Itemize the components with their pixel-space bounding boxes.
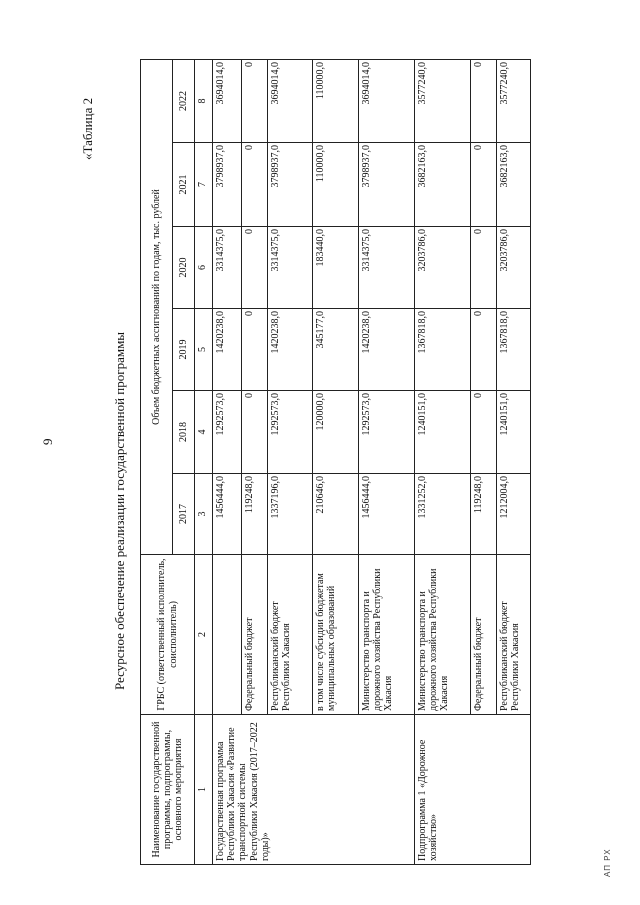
value-cell: 1337196,0 (268, 474, 313, 555)
column-index: 2 (195, 555, 213, 715)
value-cell: 110000,0 (313, 143, 359, 227)
value-cell: 110000,0 (313, 59, 359, 142)
value-cell: 3577240,0 (415, 59, 471, 142)
grbs-cell (213, 555, 242, 715)
value-cell: 1292573,0 (268, 391, 313, 474)
value-cell: 1367818,0 (415, 309, 471, 391)
year-header: 2017 (173, 474, 195, 555)
value-cell: 0 (471, 143, 497, 227)
value-cell: 0 (242, 227, 268, 309)
value-cell: 3682163,0 (415, 143, 471, 227)
table-label: «Таблица 2 (80, 97, 95, 160)
value-cell: 1240151,0 (415, 391, 471, 474)
grbs-cell: Федеральный бюджет (242, 555, 268, 715)
value-cell: 1212004,0 (497, 474, 531, 555)
value-cell: 1420238,0 (359, 309, 415, 391)
value-cell: 3682163,0 (497, 143, 531, 227)
value-cell: 3694014,0 (268, 59, 313, 142)
value-cell: 0 (242, 391, 268, 474)
value-cell: 0 (242, 309, 268, 391)
grbs-cell: Федеральный бюджет (471, 555, 497, 715)
header-volume: Объем бюджетных ассигнований по годам, тыс. рублей (141, 59, 173, 554)
value-cell: 0 (471, 309, 497, 391)
column-index: 6 (195, 227, 213, 309)
page-stamp: АП РХ (603, 848, 612, 877)
value-cell: 119248,0 (242, 474, 268, 555)
year-header: 2020 (173, 227, 195, 309)
value-cell: 0 (242, 59, 268, 142)
value-cell: 3314375,0 (268, 227, 313, 309)
year-header: 2022 (173, 59, 195, 142)
value-cell: 3314375,0 (213, 227, 242, 309)
table-row (415, 59, 471, 864)
value-cell: 3798937,0 (268, 143, 313, 227)
year-header: 2019 (173, 309, 195, 391)
value-cell: 0 (471, 391, 497, 474)
value-cell: 1331252,0 (415, 474, 471, 555)
value-cell: 345177,0 (313, 309, 359, 391)
value-cell: 3577240,0 (497, 59, 531, 142)
grbs-cell: Министерство транспорта и дорожного хозяйства Республики Хакасия (359, 555, 415, 715)
table-row (213, 59, 242, 864)
value-cell: 1456444,0 (359, 474, 415, 555)
value-cell: 3694014,0 (359, 59, 415, 142)
grbs-cell: Республиканский бюджет Республики Хакасия (268, 555, 313, 715)
resource-table (140, 59, 531, 865)
column-index: 7 (195, 143, 213, 227)
column-index: 4 (195, 391, 213, 474)
value-cell: 3798937,0 (359, 143, 415, 227)
column-index: 1 (195, 715, 213, 865)
value-cell: 3694014,0 (213, 59, 242, 142)
value-cell: 3203786,0 (415, 227, 471, 309)
header-grbs: ГРБС (ответственный исполнитель, соисполнитель) (141, 555, 195, 715)
subprogram-name-cell: Подпрограмма 1 «Дорожное хозяйство» (415, 715, 531, 865)
value-cell: 3203786,0 (497, 227, 531, 309)
value-cell: 1420238,0 (268, 309, 313, 391)
value-cell: 0 (471, 227, 497, 309)
value-cell: 1240151,0 (497, 391, 531, 474)
page-number: 9 (40, 438, 55, 445)
column-index: 5 (195, 309, 213, 391)
year-header: 2018 (173, 391, 195, 474)
value-cell: 1292573,0 (213, 391, 242, 474)
document-title: Ресурсное обеспечение реализации государственной программы (112, 331, 127, 690)
grbs-cell: в том числе субсидии бюджетам муниципальных образований (313, 555, 359, 715)
value-cell: 210646,0 (313, 474, 359, 555)
column-index: 8 (195, 59, 213, 142)
value-cell: 120000,0 (313, 391, 359, 474)
value-cell: 1367818,0 (497, 309, 531, 391)
value-cell: 0 (471, 59, 497, 142)
value-cell: 183440,0 (313, 227, 359, 309)
value-cell: 119248,0 (471, 474, 497, 555)
grbs-cell: Республиканский бюджет Республики Хакасия (497, 555, 531, 715)
value-cell: 1420238,0 (213, 309, 242, 391)
column-index: 3 (195, 474, 213, 555)
grbs-cell: Министерство транспорта и дорожного хозяйства Республики Хакасия (415, 555, 471, 715)
value-cell: 1456444,0 (213, 474, 242, 555)
index-row (195, 59, 213, 864)
year-header: 2021 (173, 143, 195, 227)
program-name-cell: Государственная программа Республики Хакасия «Развитие транспортной системы Республики Хакасия (2017–2022 годы)» (213, 715, 415, 865)
value-cell: 0 (242, 143, 268, 227)
value-cell: 1292573,0 (359, 391, 415, 474)
header-name: Наименование государственной программы, подпрограммы, основного мероприятия (141, 715, 195, 865)
value-cell: 3314375,0 (359, 227, 415, 309)
value-cell: 3798937,0 (213, 143, 242, 227)
